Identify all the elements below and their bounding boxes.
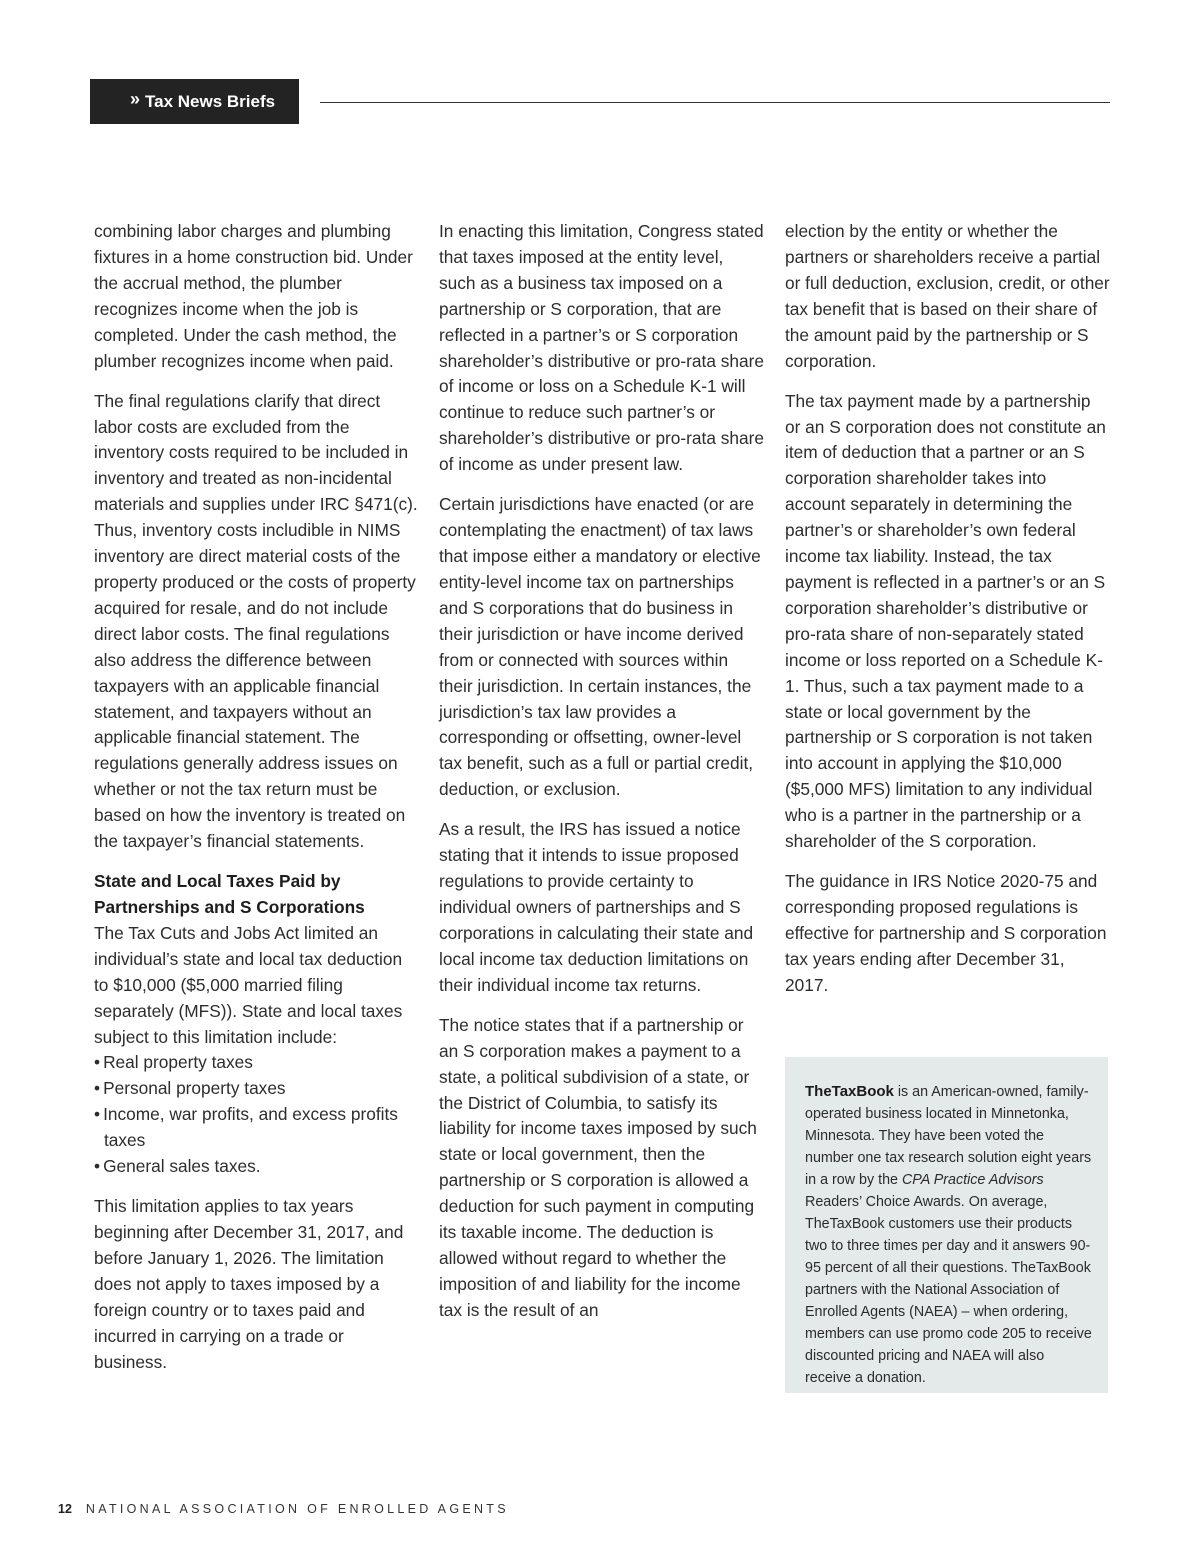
list-item: • Income, war profits, and excess profits taxes	[94, 1102, 419, 1154]
bullet-list	[94, 1050, 419, 1180]
sidebar-italic: CPA Practice Advisors	[901, 1172, 1044, 1188]
section-block	[94, 869, 419, 1050]
publication-name: NATIONAL ASSOCIATION OF ENROLLED AGENTS	[85, 1502, 509, 1516]
paragraph: The final regulations clarify that direct labor costs are excluded from the inventory costs required to be included in inventory and treated as non-incidental materials and supplies under IRC §471(c). Thus, inventory costs includible in NIMS inventory are direct material costs of the property produced or the costs of property acquired for resale, and do not include direct labor costs. The final regulations also address the difference between taxpayers with an applicable financial statement, and taxpayers without an applicable financial statement. The regulations generally address issues on whether or not the tax return must be based on how the inventory is treated on the taxpayer’s financial statements.	[94, 390, 418, 852]
sidebar-brand: TheTaxBook	[805, 1083, 894, 1100]
list-item: • General sales taxes.	[94, 1154, 419, 1180]
header-rule	[320, 102, 1110, 103]
sidebar-text: Readers’ Choice Awards. On average, TheTaxBook customers use their products two to three times per day and it answers 90-95 percent of all their questions. TheTaxBook partners with the National Association of Enrolled Agents (NAEA) – when ordering, members can use promo code 205 to receive discounted pricing and NAEA will also receive a donation.	[805, 1194, 1092, 1386]
sidebar-text: is an American-owned, family-operated business located in Minnetonka, Minnesota. They have been voted the number one tax research solution eight years in a row by the	[805, 1084, 1092, 1188]
sidebar-callout	[785, 1057, 1108, 1393]
page-footer	[58, 1502, 509, 1516]
chevron-right-icon: »	[130, 89, 141, 109]
paragraph: The notice states that if a partnership or an S corporation makes a payment to a state, a political subdivision of a state, or the District of Columbia, to satisfy its liability for income taxes imposed by such state or local government, then the partnership or S corporation is allowed a deduction for such payment in computing its taxable income. The deduction is allowed without regard to whether the imposition of and liability for the income tax is the result of an	[439, 1014, 757, 1320]
paragraph: This limitation applies to tax years beginning after December 31, 2017, and before January 1, 2026. The limitation does not apply to taxes imposed by a foreign country or to taxes paid and incurred in carrying on a trade or business.	[94, 1196, 404, 1372]
paragraph: The tax payment made by a partnership or an S corporation does not constitute an item of deduction that a partner or an S corporation shareholder takes into account separately in determining the partner’s or shareholder’s own federal income tax liability. Instead, the tax payment is reflected in a partner’s or an S corporation shareholder’s distributive or pro-rata share of non-separately stated income or loss reported on a Schedule K-1. Thus, such a tax payment made to a state or local government by the partnership or S corporation is not taken into account in applying the $10,000 ($5,000 MFS) limitation to any individual who is a partner in the partnership or a shareholder of the S corporation.	[785, 390, 1106, 852]
paragraph: Certain jurisdictions have enacted (or are contemplating the enactment) of tax laws that impose either a mandatory or elective entity-level income tax on partnerships and S corporations that do business in their jurisdiction or have income derived from or connected with sources within their jurisdiction. In certain instances, the jurisdiction’s tax law provides a corresponding or offsetting, owner-level tax benefit, such as a full or partial credit, deduction, or exclusion.	[439, 494, 761, 800]
paragraph: election by the entity or whether the partners or shareholders receive a partial or full deduction, exclusion, credit, or other tax benefit that is based on their share of the amount paid by the partnership or S corporation.	[785, 221, 1110, 371]
column-2	[439, 219, 764, 1338]
list-item: • Real property taxes	[94, 1050, 419, 1076]
paragraph: combining labor charges and plumbing fixtures in a home construction bid. Under the accrual method, the plumber recognizes income when the job is completed. Under the cash method, the plumber recognizes income when paid.	[94, 221, 413, 371]
list-item: • Personal property taxes	[94, 1076, 419, 1102]
column-3	[785, 219, 1110, 1013]
paragraph: In enacting this limitation, Congress stated that taxes imposed at the entity level, such as a business tax imposed on a partnership or S corporation, that are reflected in a partner’s or S corporation shareholder’s distributive or pro-rata share of income or loss on a Schedule K-1 will continue to reduce such partner’s or shareholder’s distributive or pro-rata share of income as under present law.	[439, 221, 764, 475]
paragraph: The guidance in IRS Notice 2020-75 and corresponding proposed regulations is effective for partnership and S corporation tax years ending after December 31, 2017.	[785, 871, 1107, 995]
page-number: 12	[58, 1502, 72, 1516]
section-tab	[90, 79, 299, 124]
section-heading: State and Local Taxes Paid by Partnerships and S Corporations	[94, 871, 365, 918]
column-1	[94, 219, 419, 1390]
paragraph: The Tax Cuts and Jobs Act limited an individual’s state and local tax deduction to $10,000 ($5,000 married filing separately (MFS)). State and local taxes subject to this limitation include:	[94, 922, 403, 1047]
section-label: Tax News Briefs	[145, 91, 276, 111]
paragraph: As a result, the IRS has issued a notice stating that it intends to issue proposed regulations to provide certainty to individual owners of partnerships and S corporations in calculating their state and local income tax deduction limitations on their individual income tax returns.	[439, 819, 754, 995]
